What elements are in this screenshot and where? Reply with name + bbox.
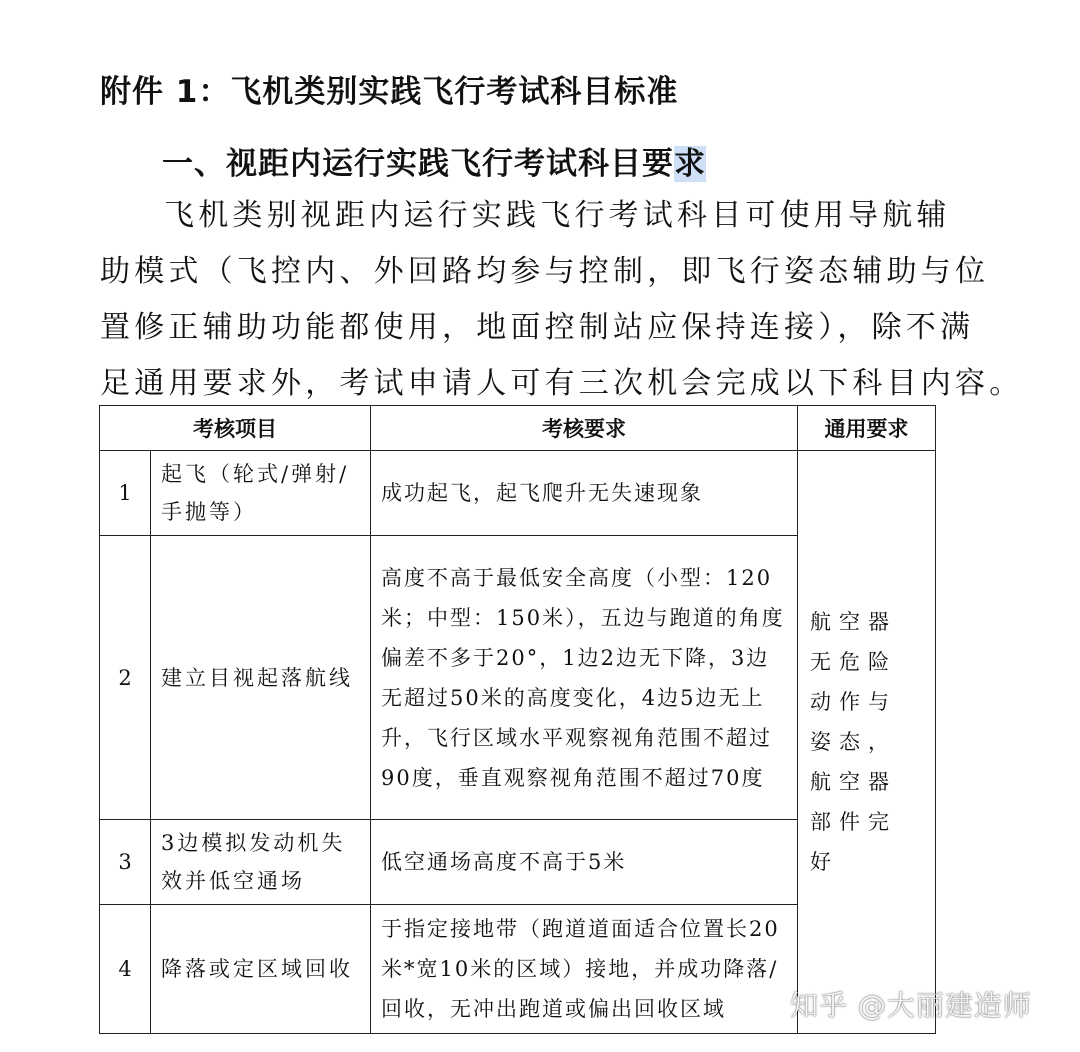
selected-text-highlight[interactable]: 求 [674, 146, 706, 182]
row-number: 2 [100, 536, 151, 820]
row-item: 起飞（轮式/弹射/手抛等） [151, 451, 371, 536]
row-number: 4 [100, 905, 151, 1034]
row-item: 降落或定区域回收 [151, 905, 371, 1034]
header-general: 通用要求 [798, 406, 936, 451]
section-heading [162, 138, 706, 183]
paragraph-line: 飞机类别视距内运行实践飞行考试科目可使用导航辅 [164, 198, 951, 233]
section-heading-text: 一、视距内运行实践飞行考试科目要 [162, 146, 674, 182]
row-requirement: 低空通场高度不高于5米 [371, 820, 798, 905]
table-header-row [100, 406, 936, 451]
row-requirement: 成功起飞，起飞爬升无失速现象 [371, 451, 798, 536]
row-number: 3 [100, 820, 151, 905]
watermark: 知乎 @大丽建造师 [790, 989, 1032, 1022]
table-row [100, 451, 936, 536]
header-requirement: 考核要求 [371, 406, 798, 451]
paragraph-line: 助模式（飞控内、外回路均参与控制，即飞行姿态辅助与位 [100, 254, 990, 289]
intro-paragraph [100, 188, 1024, 412]
row-requirement: 高度不高于最低安全高度（小型：120米；中型：150米），五边与跑道的角度偏差不多于20°，1边2边无下降，3边无超过50米的高度变化，4边5边无上升，飞行区域水平观察视角范围不超过90度，垂直观察视角范围不超过70度 [371, 536, 798, 820]
exam-standard-table [99, 405, 936, 1034]
general-requirement: 航空器无危险动作与姿态，航空器部件完好 [798, 451, 936, 1034]
row-requirement: 于指定接地带（跑道道面适合位置长20米*宽10米的区域）接地，并成功降落/回收，无冲出跑道或偏出回收区域 [371, 905, 798, 1034]
row-number: 1 [100, 451, 151, 536]
row-item: 3边模拟发动机失效并低空通场 [151, 820, 371, 905]
row-item: 建立目视起落航线 [151, 536, 371, 820]
header-item: 考核项目 [100, 406, 371, 451]
paragraph-line: 足通用要求外，考试申请人可有三次机会完成以下科目内容。 [100, 366, 1024, 401]
paragraph-line: 置修正辅助功能都使用，地面控制站应保持连接），除不满 [100, 310, 975, 345]
page-title: 附件 1：飞机类别实践飞行考试科目标准 [100, 74, 679, 110]
